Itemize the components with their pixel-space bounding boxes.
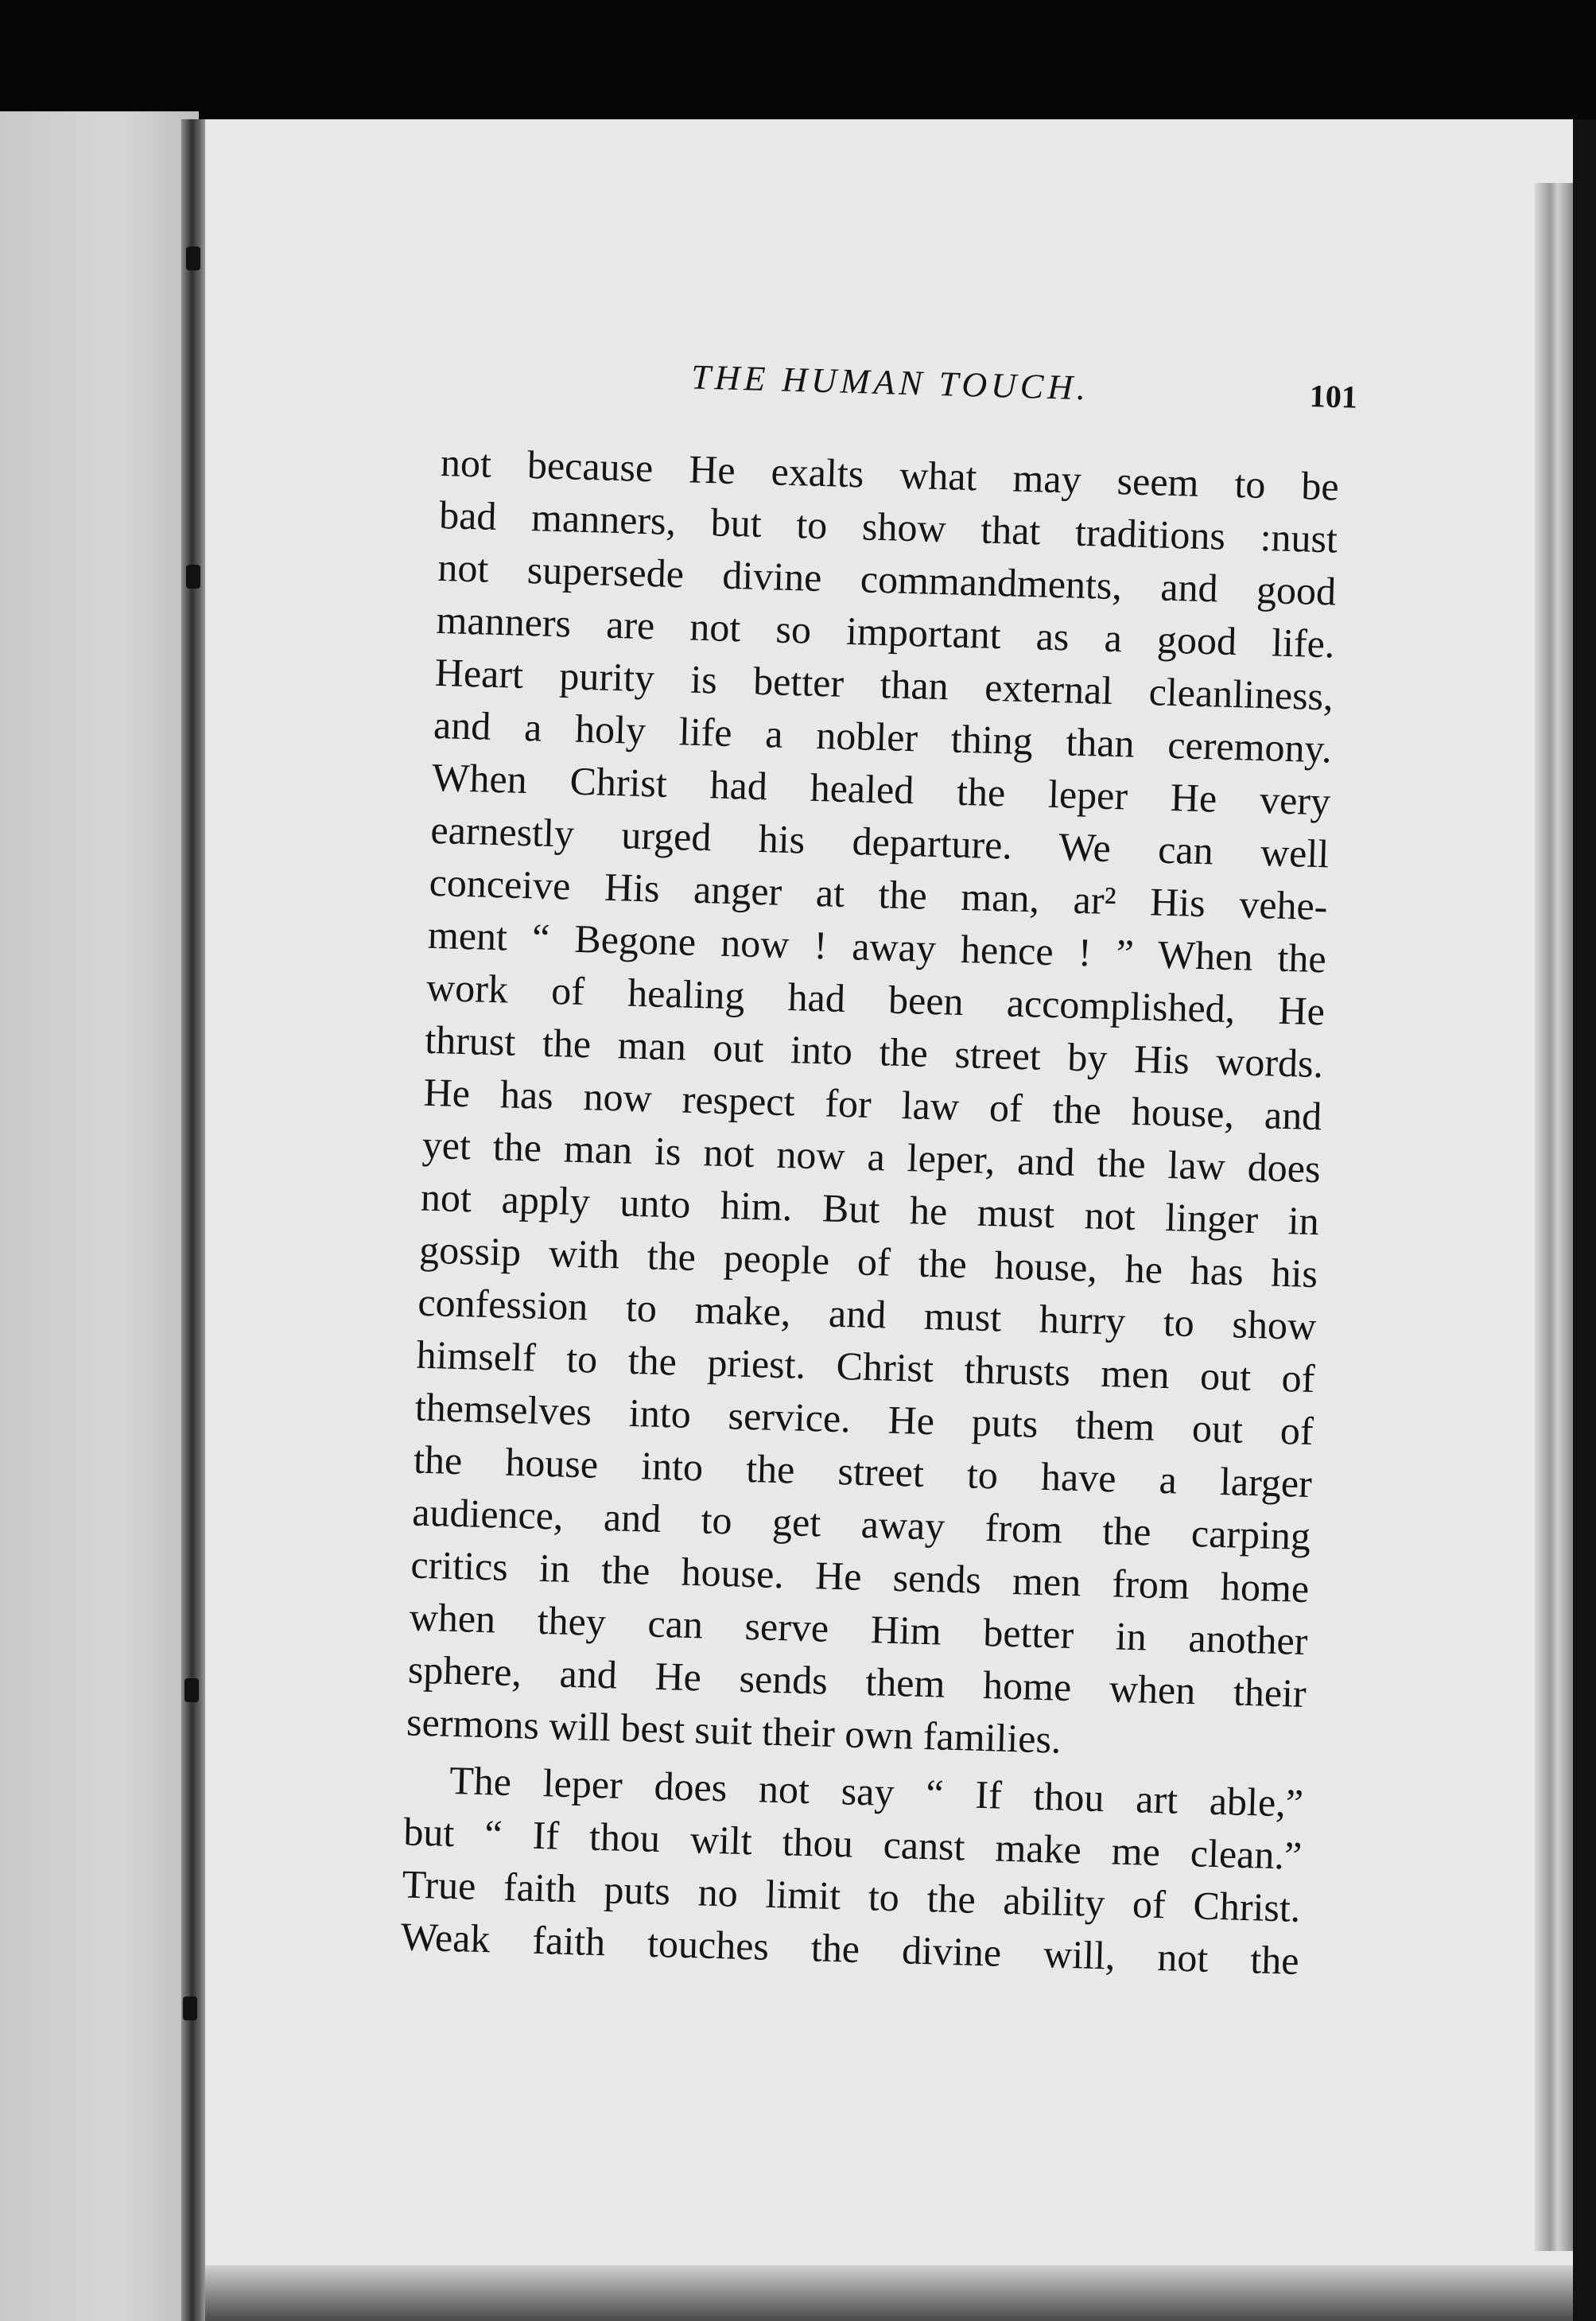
text-line: critics in the house. He sends men from home: [410, 1542, 1310, 1611]
facing-page-edge: [0, 111, 199, 2321]
text-line: bad manners, but to show that traditions :nust: [438, 492, 1338, 562]
text-line: manners are not so important as a good life.: [435, 597, 1336, 667]
binding-stitch: [186, 247, 200, 270]
page-number: 101: [1309, 378, 1358, 415]
text-line: thrust the man out into the street by His words.: [424, 1017, 1324, 1087]
text-line: sphere, and He sends them home when their: [407, 1646, 1307, 1716]
running-title: THE HUMAN TOUCH.: [690, 357, 1090, 408]
book-gutter: [181, 119, 208, 2321]
binding-stitch: [186, 565, 200, 589]
text-line: Heart purity is better than external cleanliness,: [434, 649, 1334, 719]
binding-stitch: [183, 1996, 197, 2020]
text-line: not because He exalts what may seem to be: [440, 439, 1340, 509]
body-text: [400, 436, 1340, 1987]
text-line: not apply unto him. But he must not linger in: [420, 1174, 1320, 1244]
text-line: When Christ had healed the leper He very: [431, 754, 1331, 824]
text-line: conceive His anger at the man, ar² His vehe-: [429, 859, 1329, 929]
text-line: the house into the street to have a larger: [413, 1437, 1313, 1507]
text-line: yet the man is not now a leper, and the law does: [421, 1122, 1322, 1192]
text-line: gossip with the people of the house, he has his: [418, 1227, 1318, 1297]
paragraph-first-line: The leper does not say “ If thou art able,”: [449, 1757, 1304, 1825]
text-line: ment “ Begone now ! away hence ! ” When the: [427, 912, 1327, 982]
text-line: but “ If thou wilt thou canst make me clean.”: [402, 1809, 1303, 1878]
text-line: not supersede divine commandments, and good: [437, 544, 1337, 614]
binding-stitch: [184, 1678, 199, 1702]
text-line: work of healing had been accomplished, He: [425, 964, 1326, 1034]
text-line: He has now respect for law of the house, and: [422, 1069, 1323, 1139]
text-line: himself to the priest. Christ thrusts men out of: [416, 1332, 1316, 1402]
scan-border: [1573, 119, 1596, 2321]
text-line: themselves into service. He puts them out of: [414, 1384, 1314, 1454]
text-line: confession to make, and must hurry to show: [417, 1279, 1317, 1349]
text-line: when they can serve Him better in another: [409, 1594, 1309, 1664]
page-bottom-shadow: [205, 2265, 1573, 2321]
text-line: True faith puts no limit to the ability of Christ.: [401, 1861, 1302, 1930]
page-fore-edge: [1535, 183, 1573, 2251]
text-line: earnestly urged his departure. We can well: [429, 807, 1330, 877]
text-line: and a holy life a nobler thing than ceremony.: [433, 702, 1333, 772]
text-line: audience, and to get away from the carping: [411, 1489, 1311, 1559]
text-line: Weak faith touches the divine will, not the: [400, 1914, 1300, 1983]
text-line: sermons will best suit their own families.: [406, 1699, 1062, 1762]
